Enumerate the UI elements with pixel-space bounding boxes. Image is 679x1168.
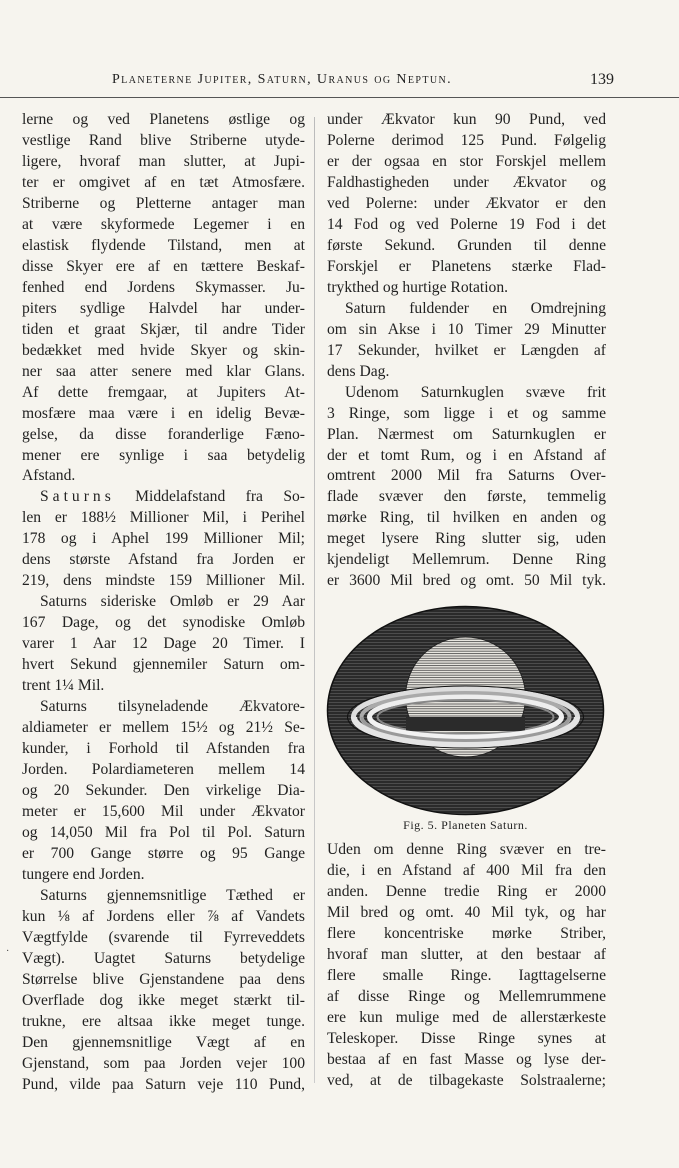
text-line: at være skyformede Legemer i en <box>22 215 305 233</box>
text-line: Vægtfylde (svarende til Fyrreveddets <box>22 928 305 946</box>
text-line: omtrent 2000 Mil fra Saturns Over- <box>327 467 606 485</box>
text-line: Uden om denne Ring svæver en tre- <box>327 841 606 858</box>
text-line: Overflade dog ikke meget stærkt til- <box>22 991 305 1009</box>
saturn-engraving <box>326 605 605 816</box>
text-line: trent 1¼ Mil. <box>22 677 105 695</box>
text-line: Saturns gjennemsnitlige Tæthed er <box>40 886 305 904</box>
right-column-bottom <box>327 840 606 1092</box>
text-line: Mil bred og omt. 40 Mil tyk, og har <box>327 903 606 921</box>
margin-speck: · <box>6 946 10 957</box>
text-line: varer 1 Aar 12 Dage 20 Timer. I <box>22 635 305 653</box>
text-line: mosfære maa være i en idelig Bevæ- <box>22 404 305 422</box>
text-line: Den gjennemsnitlige Vægt af en <box>22 1033 305 1051</box>
text-line: 14 Fod og ved Polerne 19 Fod i det <box>327 215 606 233</box>
text-line: Gjenstand, som paa Jorden vejer 100 <box>22 1054 305 1072</box>
text-line: Saturns Middelafstand fra So- <box>40 488 305 506</box>
text-line: kun ⅛ af Jordens eller ⅞ af Vandets <box>22 907 305 925</box>
text-line: 167 Dage, og det synodiske Omløb <box>22 614 305 632</box>
text-line: Polerne derimod 125 Pund. Følgelig <box>327 131 606 149</box>
text-line: Jorden. Polardiameteren mellem 14 <box>22 761 305 779</box>
text-line: disse Skyer ere af en tættere Beskaf- <box>22 257 305 275</box>
text-line: trykthed og hurtige Rotation. <box>327 278 509 296</box>
text-line: mørke Ring, til hvilken en anden og <box>327 509 606 527</box>
text-line: Striberne og Pletterne antager man <box>22 194 305 212</box>
text-line: Afstand. <box>22 467 76 485</box>
text-line: Størrelse blive Gjenstandene paa dens <box>22 970 305 988</box>
text-line: Af dette fremgaar, at Jupiters At- <box>22 383 305 401</box>
left-column <box>22 110 305 1096</box>
text-line: hvoraf man slutter, at den bestaar af <box>327 945 606 963</box>
emphasis-saturns: Saturns <box>40 488 115 506</box>
text-line: Forskjel er Planetens stærke Flad- <box>327 257 606 275</box>
text-line: Plan. Nærmest om Saturnkuglen er <box>327 425 606 443</box>
text-line: 178 og i Aphel 199 Millioner Mil; <box>22 530 305 548</box>
text-line: gelse, da disse foranderlige Fæno- <box>22 425 305 443</box>
text-line: og 20 Sekunder. Den virkelige Dia- <box>22 782 305 799</box>
text-line: lerne og ved Planetens østlige og <box>22 111 305 128</box>
text-line: fenhed end Jordens Skymasser. Ju- <box>22 278 305 296</box>
text-line: bedækket med hvide Skyer og skin- <box>22 341 305 359</box>
text-line: len er 188½ Millioner Mil, i Perihel <box>22 509 305 527</box>
text-line: om sin Akse i 10 Timer 29 Minutter <box>327 320 606 338</box>
text-line: hvert Sekund gjennemiler Saturn om- <box>22 656 305 674</box>
page-header <box>0 70 679 94</box>
text-line: aldiameter er mellem 15½ og 21½ Se- <box>22 719 305 737</box>
text-line: flade svæver den første, temmelig <box>327 488 606 506</box>
text-line: die, i en Afstand af 400 Mil fra den <box>327 861 606 879</box>
text-line: dens største Afstand fra Jorden er <box>22 551 305 569</box>
text-line: bestaa af en fast Masse og lyse der- <box>327 1050 606 1068</box>
text-line: tungere end Jorden. <box>22 865 145 883</box>
text-line: piters sydlige Halvdel har under- <box>22 299 305 317</box>
text-line: Saturns sideriske Omløb er 29 Aar <box>40 593 305 611</box>
text-line: kunder, i Forhold til Afstanden fra <box>22 740 305 758</box>
text-line: mener ere synlige i saa betydelig <box>22 446 305 464</box>
text-line: meter er 15,600 Mil under Ækvator <box>22 802 305 820</box>
text-line: dens Dag. <box>327 362 390 380</box>
text-line: elastisk flydende Tilstand, men at <box>22 236 305 254</box>
text-line: meget lysere Ring slutter sig, uden <box>327 530 606 548</box>
text-line: Pund, vilde paa Saturn veje 110 Pund, <box>22 1075 305 1093</box>
text-line: flere koncentriske mørke Striber, <box>327 924 606 942</box>
column-divider <box>314 117 315 1083</box>
text-line: trukne, ere altsaa ikke meget tunge. <box>22 1012 305 1030</box>
text-line: af disse Ringe og Mellemrummene <box>327 987 606 1005</box>
text-line: er 700 Gange større og 95 Gange <box>22 844 305 862</box>
text-line: vestlige Rand blive Striberne utyde- <box>22 131 305 149</box>
text-line: er 3600 Mil bred og omt. 50 Mil tyk. <box>327 572 606 590</box>
text-line: under Ækvator kun 90 Pund, ved <box>327 111 606 128</box>
text-line: anden. Denne tredie Ring er 2000 <box>327 882 606 900</box>
text-line: tiden et graat Skjær, til andre Tider <box>22 320 305 338</box>
figure-caption: Fig. 5. Planeten Saturn. <box>403 818 528 832</box>
text-line: første Sekund. Grunden til denne <box>327 236 606 254</box>
text-line: ner saa atter senere med klar Glans. <box>22 362 305 380</box>
running-title: Planeterne Jupiter, Saturn, Uranus og Neptun. <box>112 72 453 87</box>
text-line: Vægt). Uagtet Saturns betydelige <box>22 949 305 967</box>
text-line: Saturn fuldender en Omdrejning <box>345 299 606 317</box>
page-number: 139 <box>590 71 614 88</box>
text-line: der et tomt Rum, og i en Afstand af <box>327 446 606 464</box>
text-line: ere kun mulige med de allerstærkeste <box>327 1008 606 1026</box>
header-rule <box>0 97 679 98</box>
text-line: ved Polerne: under Ækvator er den <box>327 194 606 212</box>
text-line: 219, dens mindste 159 Millioner Mil. <box>22 572 305 590</box>
text-line: ved, at de tilbagekaste Solstraalerne; <box>327 1071 606 1089</box>
text-line: 17 Sekunder, hvilket er Længden af <box>327 341 606 359</box>
text-line: Faldhastigheden under Ækvator og <box>327 173 606 191</box>
text-line: Saturns tilsyneladende Ækvatore- <box>40 698 305 716</box>
right-column-top <box>327 110 606 592</box>
text-line: Udenom Saturnkuglen svæve frit <box>345 383 606 401</box>
text-line: og 14,050 Mil fra Pol til Pol. Saturn <box>22 823 305 841</box>
text-line: kjendeligt Mellemrum. Denne Ring <box>327 551 606 569</box>
text-line: Teleskoper. Disse Ringe synes at <box>327 1029 606 1047</box>
text-line: flere smalle Ringe. Iagttagelserne <box>327 966 606 984</box>
text-line: er der ogsaa en stor Forskjel mellem <box>327 152 606 170</box>
text-line: ter er omgivet af en tæt Atmosfære. <box>22 173 305 191</box>
text-line: 3 Ringe, som ligge i et og samme <box>327 404 606 422</box>
text-line: ligere, hvoraf man slutter, at Jupi- <box>22 152 305 170</box>
